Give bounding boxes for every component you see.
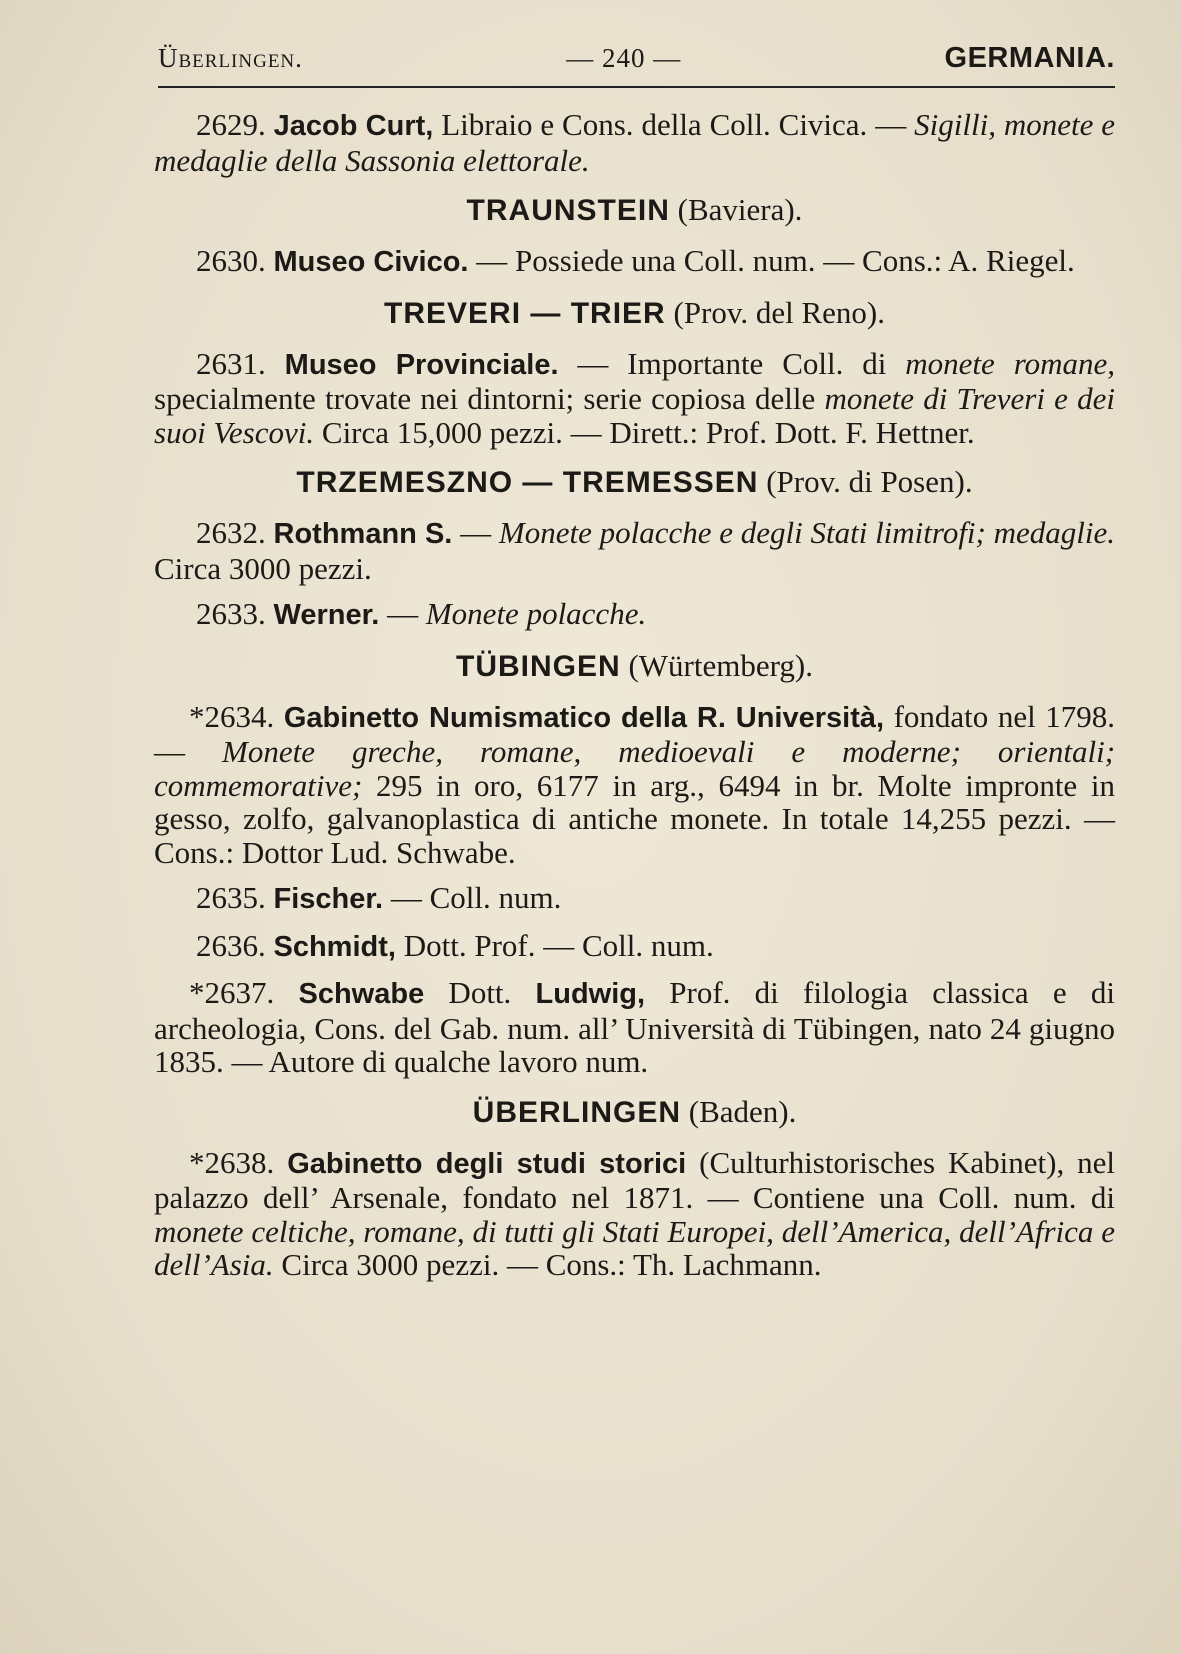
entry-name: Jacob Curt, bbox=[273, 110, 434, 142]
place-heading-tubingen: TÜBINGEN (Würtemberg). bbox=[456, 647, 813, 683]
page-body bbox=[154, 108, 1115, 1298]
entry-2638: *2638. Gabinetto degli studi storici (Culturhistorisches Kabinet), nel palazzo dell’ Arsenale, fondato nel 1871. — Contiene una Coll. num. di monete celtiche, romane, di tutti gli Stati Europei, dell’America, dell’Africa e dell’Asia. Circa 3000 pezzi. — Cons.: Th. Lachmann. bbox=[154, 1144, 1115, 1282]
place-heading-traunstein: TRAUNSTEIN (Baviera). bbox=[466, 192, 803, 227]
entry-2629: 2629. Jacob Curt, Libraio e Cons. della Coll. Civica. — Sigilli, monete e medaglie della Sassonia elettorale. bbox=[154, 107, 1116, 178]
place-heading-trzemeszno: TRZEMESZNO — TREMESSEN (Prov. di Posen). bbox=[296, 464, 973, 499]
entry-2634: *2634. Gabinetto Numismatico della R. Università, fondato nel 1798. — Monete greche, romane, medioevali e moderne; orientali; commemorative; 295 in oro, 6177 in arg., 6494 in br. Molte impronte in gesso, zolfo, galvanoplastica di antiche monete. In totale 14,255 pezzi. — Cons.: Dottor Lud. Schwabe. bbox=[154, 698, 1116, 870]
entry-2635: 2635. Fischer. — Coll. num. bbox=[196, 880, 562, 915]
entry-2636: 2636. Schmidt, Dott. Prof. — Coll. num. bbox=[196, 927, 714, 963]
header-rule bbox=[158, 86, 1115, 88]
entry-2630: 2630. Museo Civico. — Possiede una Coll. num. — Cons.: A. Riegel. bbox=[196, 243, 1075, 278]
running-header bbox=[158, 30, 1115, 86]
entry-2637: *2637. Schwabe Dott. Ludwig, Prof. di filologia classica e di archeologia, Cons. del Gab. num. all’ Università di Tübingen, nato 24 giugno 1835. — Autore di qualche lavoro num. bbox=[154, 975, 1115, 1079]
entry-2633: 2633. Werner. — Monete polacche. bbox=[196, 596, 647, 631]
place-heading-uberlingen: ÜBERLINGEN (Baden). bbox=[472, 1093, 797, 1129]
header-town: Überlingen. bbox=[158, 42, 303, 73]
place-heading-treveri: TREVERI — TRIER (Prov. del Reno). bbox=[384, 294, 885, 330]
entry-2631: 2631. Museo Provinciale. — Importante Coll. di monete romane, specialmente trovate nei dintorni; serie copiosa delle monete di Treveri e dei suoi Vescovi. Circa 15,000 pezzi. — Dirett.: Prof. Dott. F. Hettner. bbox=[154, 345, 1116, 450]
header-country: GERMANIA. bbox=[944, 41, 1115, 74]
page-number: — 240 — bbox=[566, 42, 682, 73]
entry-2632: 2632. Rothmann S. — Monete polacche e degli Stati limitrofi; medaglie. Circa 3000 pezzi. bbox=[154, 515, 1116, 586]
